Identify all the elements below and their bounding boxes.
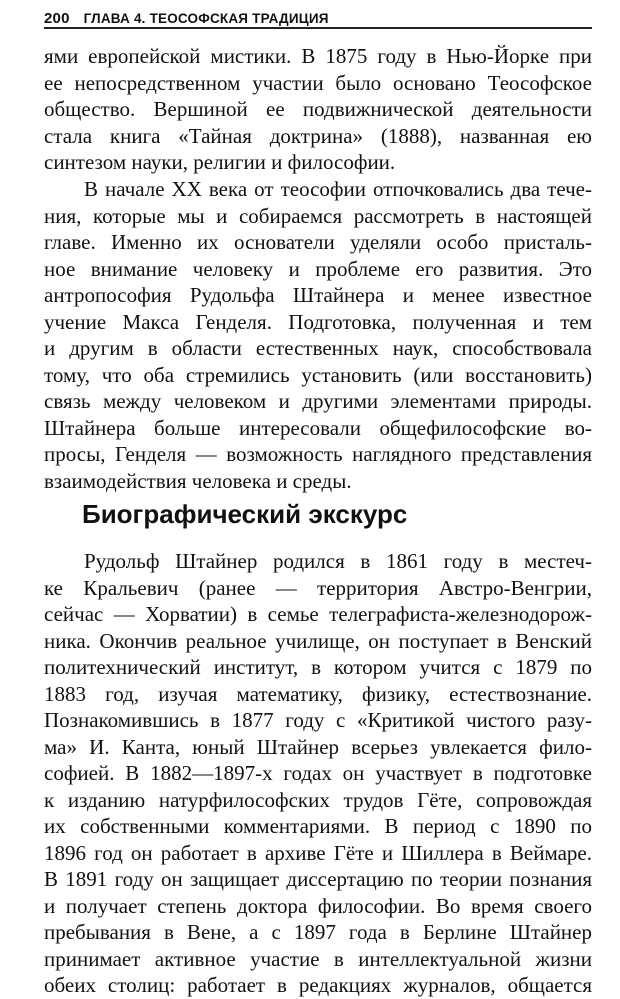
chapter-title: ГЛАВА 4. ТЕОСОФСКАЯ ТРАДИЦИЯ	[83, 10, 329, 26]
text-line: политехнический институт, в котором учится с 1879 по	[44, 655, 592, 679]
text-line: взаимодействия человека и среды.	[44, 468, 352, 493]
text-line: главе. Именно их основатели уделяли особо присталь-	[44, 230, 592, 254]
section-heading: Биографический экскурс	[82, 499, 408, 529]
text-line: ма» И. Канта, юный Штайнер всерьез увлекается фило-	[44, 734, 592, 759]
text-line: стала книга «Тайная доктрина» (1888), названная ею	[44, 123, 592, 148]
text-line: к изданию натурфилософских трудов Гёте, сопровождая	[44, 787, 592, 812]
text-line: обеих столиц: работает в редакциях журналов, общается	[44, 973, 592, 997]
text-line: общество. Вершиной ее подвижнической деятельности	[44, 97, 592, 121]
text-line: пребывания в Вене, а с 1897 года в Берлине Штайнер	[44, 920, 592, 944]
paragraph-1	[44, 43, 592, 176]
paragraph-3	[44, 548, 592, 999]
text-line: ее непосредственном участии было основано Теософское	[44, 70, 592, 95]
text-line: тому, что оба стремились установить (или восстановить)	[44, 362, 592, 387]
text-line: учение Макса Генделя. Подготовка, полученная и тем	[44, 309, 592, 334]
header-rule	[44, 27, 592, 29]
text-line: связь между человеком и другими элементами природы.	[44, 389, 592, 413]
text-line: В 1891 году он защищает диссертацию по теории познания	[44, 867, 592, 891]
text-line: 1883 год, изучая математику, физику, естествознание.	[44, 681, 592, 706]
text-line: Штайнера больше интересовали общефилософские во-	[44, 415, 592, 440]
text-line: Рудольф Штайнер родился в 1861 году в местеч-	[84, 549, 592, 573]
text-line: и получает степень доктора философии. Во время своего	[44, 893, 592, 918]
paragraph-2	[44, 176, 592, 494]
text-line: ния, которые мы и собираемся рассмотреть в настоящей	[44, 203, 592, 228]
text-line: антропософия Рудольфа Штайнера и менее известное	[44, 283, 592, 307]
text-line: Познакомившись в 1877 году с «Критикой чистого разу-	[44, 708, 592, 732]
text-line: В начале XX века от теософии отпочковались два тече-	[84, 177, 592, 201]
text-line: принимает активное участие в интеллектуальной жизни	[44, 946, 592, 971]
text-line: сейчас — Хорватии) в семье телеграфиста-железнодорож-	[44, 602, 592, 626]
text-line: 1896 год он работает в архиве Гёте и Шиллера в Веймаре.	[44, 840, 592, 865]
text-line: просы, Генделя — возможность наглядного представления	[44, 442, 592, 466]
text-line: синтезом науки, религии и философии.	[44, 150, 396, 174]
text-line: ями европейской мистики. В 1875 году в Нью-Йорке при	[44, 44, 592, 68]
text-line: ке Кральевич (ранее — территория Австро-Венгрии,	[44, 575, 592, 600]
text-line: софией. В 1882—1897-х годах он участвует в подготовке	[44, 761, 592, 785]
text-line: их собственными комментариями. В период с 1890 по	[44, 814, 592, 838]
text-line: ное внимание человеку и проблеме его развития. Это	[44, 256, 592, 281]
text-line: ника. Окончив реальное училище, он поступает в Венский	[44, 628, 592, 653]
page-number: 200	[44, 9, 70, 27]
text-line: и другим в области естественных наук, способствовала	[44, 336, 592, 360]
